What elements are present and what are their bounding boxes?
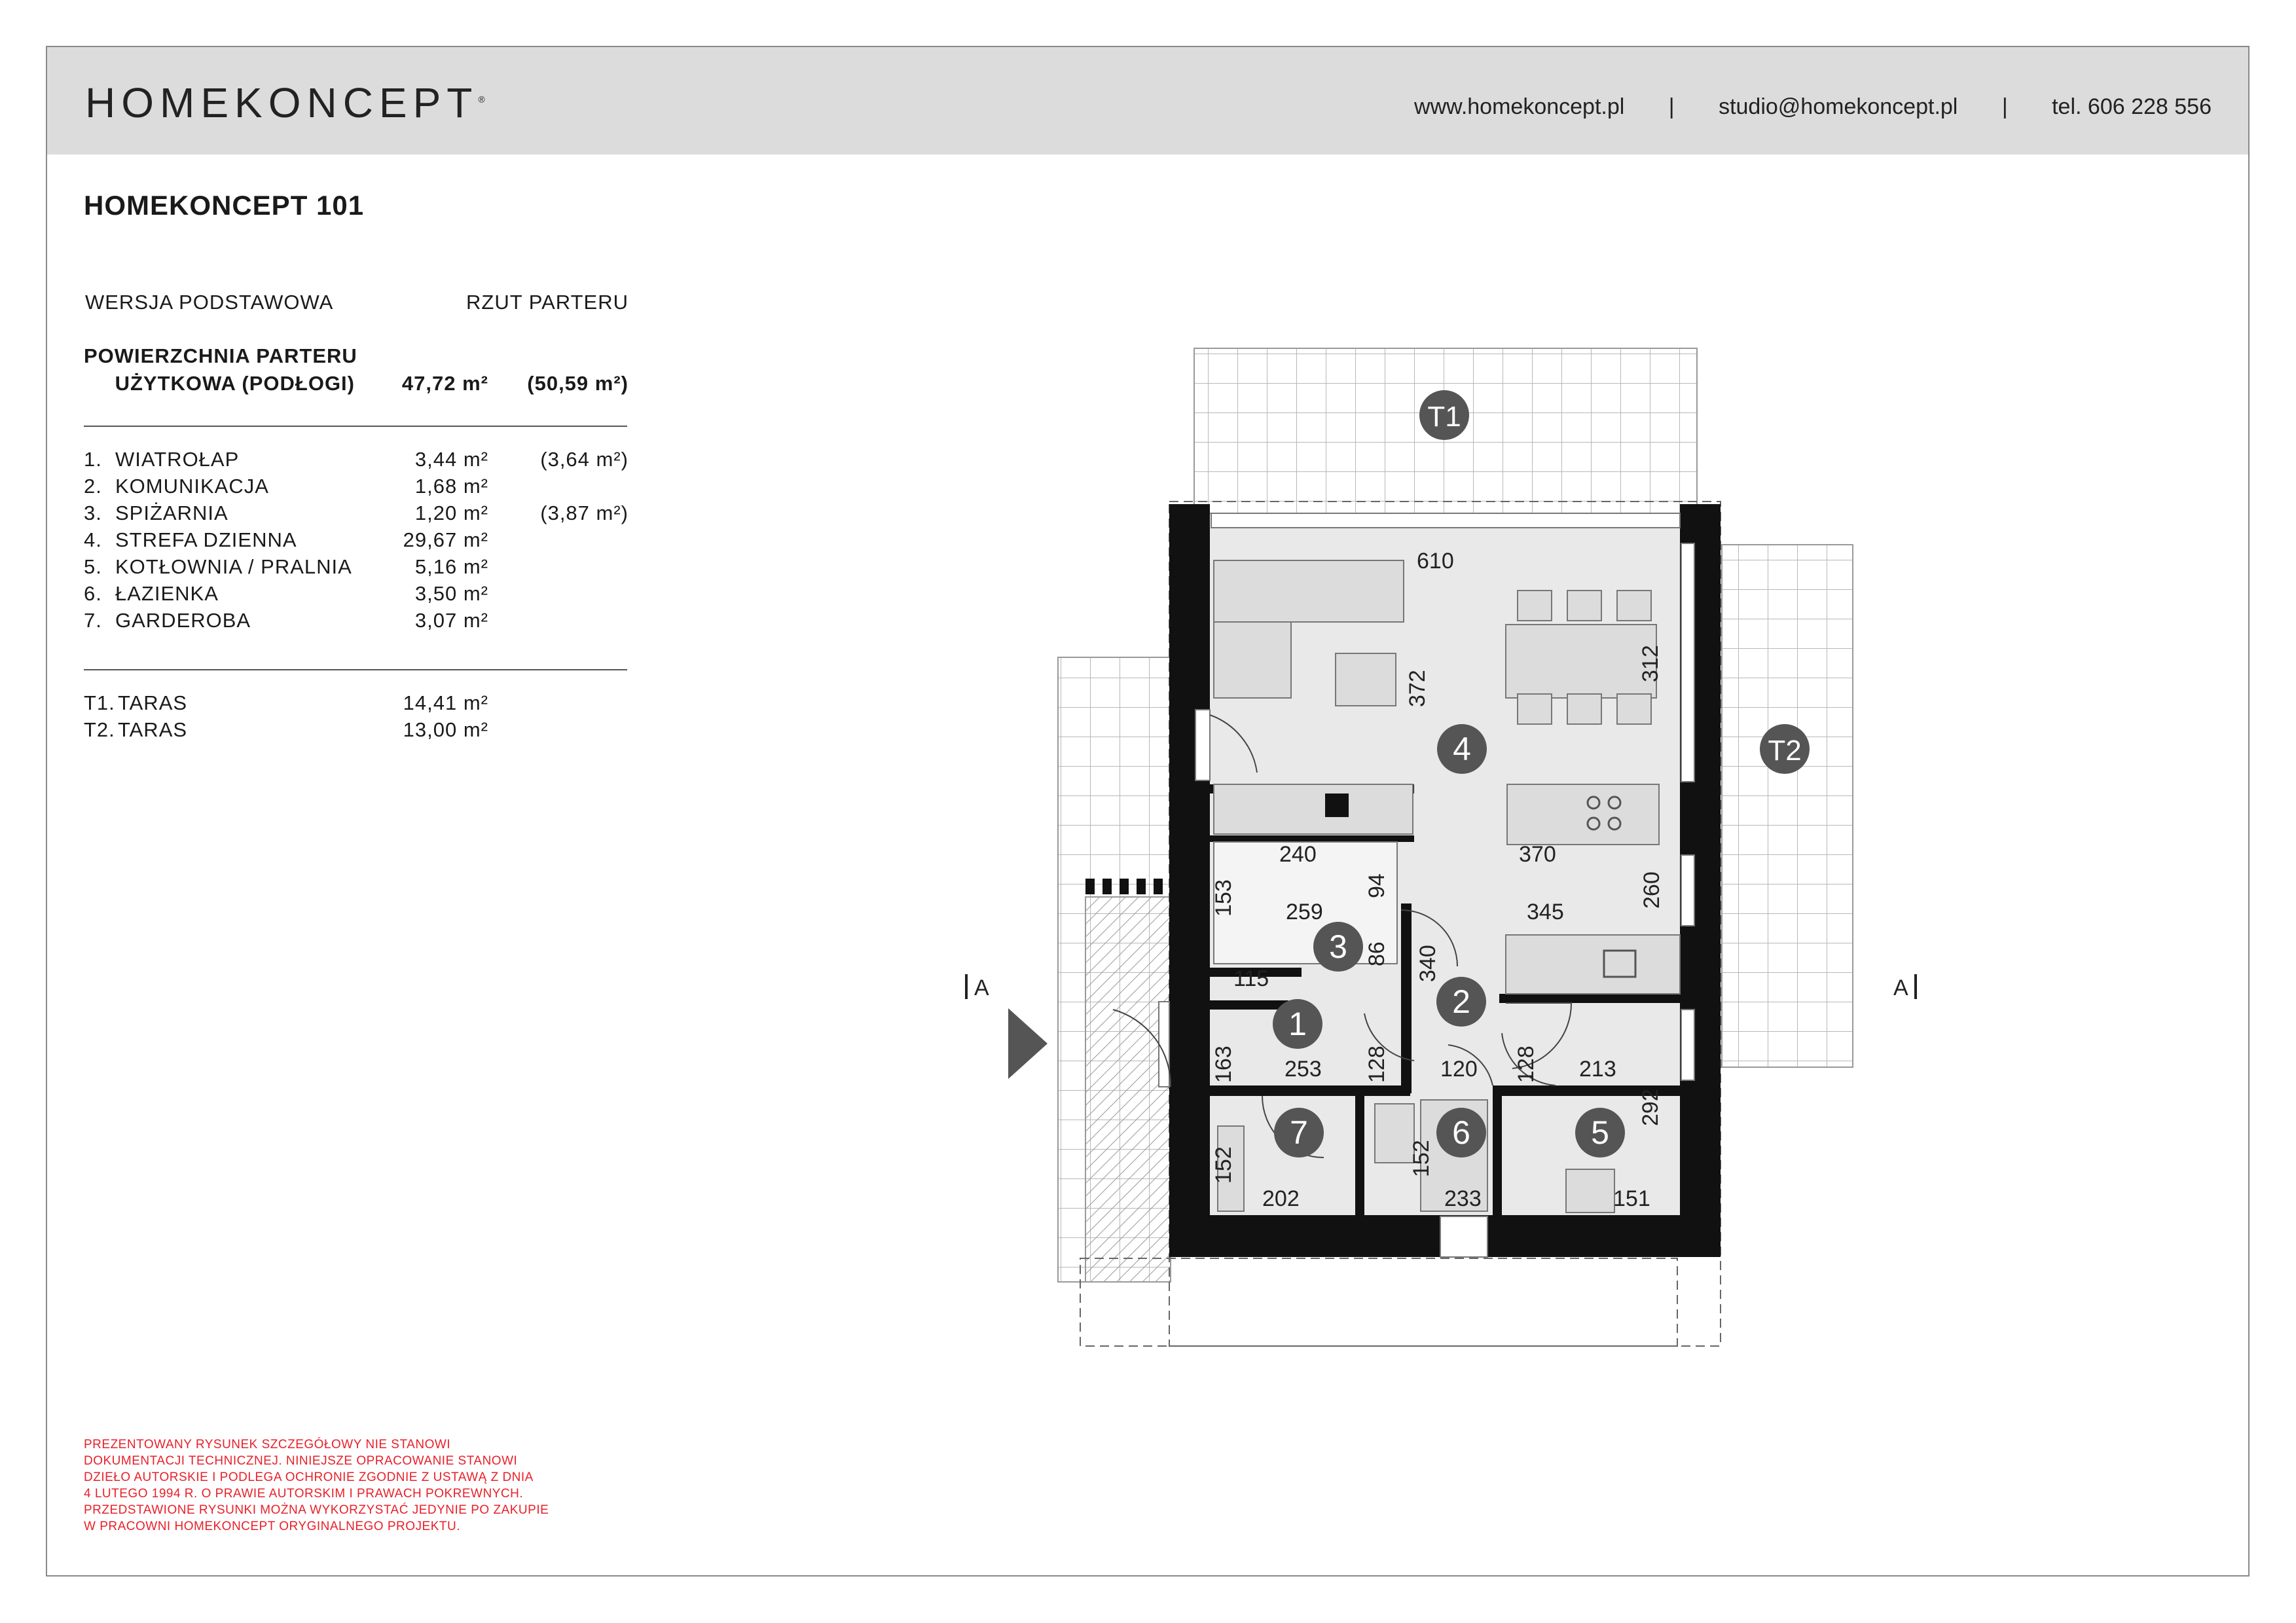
- terrace-name: TARAS: [118, 691, 188, 714]
- website-link[interactable]: www.homekoncept.pl: [1414, 94, 1625, 119]
- dim-370: 370: [1519, 842, 1556, 867]
- room-marker-label: 3: [1329, 928, 1347, 965]
- dim-259: 259: [1286, 900, 1323, 924]
- dim-153: 153: [1211, 879, 1236, 917]
- chimney: [1325, 793, 1349, 817]
- washing-machine: [1566, 1169, 1614, 1213]
- dim-163: 163: [1211, 1046, 1236, 1083]
- room-number: 7.: [84, 609, 102, 632]
- room-number: 2.: [84, 475, 102, 498]
- room-number: 4.: [84, 528, 102, 551]
- disclaimer: PREZENTOWANY RYSUNEK SZCZEGÓŁOWY NIE STANOWI DOKUMENTACJI TECHNICZNEJ. NINIEJSZE OPRACOWANIE STANOWI DZIEŁO AUTORSKIE I PODLEGA OCHRONIE ZGODNIE Z USTAWĄ Z DNIA 4 LUTEGO 1994 R. O PRAWIE AUTORSKIM I PRAWACH POKREWNYCH. PRZEDSTAWIONE RYSUNKI MOŻNA WYKORZYSTAĆ JEDYNIE PO ZAKUPIE W PRACOWNI HOMEKONCEPT ORYGINALNEGO PROJEKTU.: [84, 1438, 549, 1533]
- dim-213: 213: [1579, 1057, 1616, 1082]
- terrace-name: TARAS: [118, 718, 188, 741]
- kitchen-counter-right: [1506, 935, 1680, 994]
- room-area: 3,44 m²: [414, 448, 488, 471]
- dim-115: 115: [1233, 966, 1269, 991]
- room-area: 3,07 m²: [414, 609, 488, 632]
- dim-202: 202: [1262, 1186, 1300, 1211]
- entrance-ramp: [1085, 897, 1171, 1282]
- sofa-back: [1214, 560, 1404, 622]
- dim-128a: 128: [1364, 1046, 1389, 1083]
- dim-292: 292: [1638, 1089, 1663, 1126]
- room-area: 3,50 m²: [414, 582, 488, 605]
- dim-120: 120: [1440, 1057, 1478, 1082]
- area-label-line1: POWIERZCHNIA PARTERU: [84, 344, 357, 367]
- project-title: HOMEKONCEPT 101: [84, 190, 365, 221]
- kitchen-island: [1507, 784, 1659, 845]
- room-marker-label: 5: [1591, 1114, 1609, 1151]
- room-name: WIATROŁAP: [115, 448, 240, 471]
- dim-240: 240: [1279, 842, 1317, 867]
- room-name: GARDEROBA: [115, 609, 251, 632]
- room-name: STREFA DZIENNA: [115, 528, 297, 551]
- dim-152b: 152: [1409, 1140, 1434, 1177]
- dim-152a: 152: [1211, 1146, 1236, 1184]
- room-number: 3.: [84, 501, 102, 524]
- email-link[interactable]: studio@homekoncept.pl: [1719, 94, 1958, 119]
- dining-table: [1506, 625, 1656, 698]
- room-marker-label: T1: [1427, 401, 1461, 433]
- terrace-area: 13,00 m²: [403, 718, 488, 741]
- logo: HOMEKONCEPT®: [85, 79, 485, 126]
- room-area-extra: (3,87 m²): [540, 501, 629, 524]
- room-number: 5.: [84, 555, 102, 578]
- room-name: SPIŻARNIA: [115, 501, 228, 524]
- separator: |: [2001, 94, 2008, 119]
- room-marker-label: 6: [1452, 1114, 1470, 1151]
- area-label-line2: UŻYTKOWA (PODŁOGI): [115, 372, 355, 395]
- area-value: 47,72 m²: [401, 372, 488, 395]
- dim-260: 260: [1639, 871, 1664, 909]
- dim-345: 345: [1527, 900, 1564, 924]
- phone-number[interactable]: tel. 606 228 556: [2052, 94, 2212, 119]
- room-name: KOMUNIKACJA: [115, 475, 269, 498]
- dim-372: 372: [1405, 670, 1430, 707]
- entrance-arrow-icon: [1008, 1008, 1048, 1079]
- room-area: 5,16 m²: [414, 555, 488, 578]
- area-floor-value: (50,59 m²): [527, 372, 629, 395]
- room-marker-label: 4: [1453, 731, 1471, 767]
- room-name: ŁAZIENKA: [115, 582, 219, 605]
- terrace-t2: [1722, 545, 1853, 1067]
- dim-151: 151: [1613, 1186, 1650, 1211]
- dim-128b: 128: [1514, 1046, 1539, 1083]
- room-marker-label: T2: [1768, 735, 1802, 767]
- dim-610: 610: [1417, 549, 1454, 574]
- plan-label: RZUT PARTERU: [466, 291, 629, 314]
- sofa-chaise: [1214, 622, 1291, 698]
- version-label: WERSJA PODSTAWOWA: [85, 291, 334, 314]
- terrace-number: T1.: [84, 691, 115, 714]
- terrace-area: 14,41 m²: [403, 691, 488, 714]
- dim-312: 312: [1638, 645, 1663, 682]
- separator: |: [1668, 94, 1675, 119]
- room-number: 6.: [84, 582, 102, 605]
- room-area: 1,68 m²: [414, 475, 488, 498]
- section-mark-a-right: A: [1893, 976, 1908, 1000]
- section-mark-a-left: A: [974, 976, 989, 1000]
- dim-94: 94: [1364, 873, 1389, 898]
- toilet: [1375, 1104, 1414, 1163]
- room-marker-label: 7: [1290, 1114, 1308, 1151]
- room-area: 29,67 m²: [403, 528, 488, 551]
- room-marker-label: 2: [1452, 983, 1470, 1020]
- room-area: 1,20 m²: [414, 501, 488, 524]
- terrace-number: T2.: [84, 718, 115, 741]
- room-name: KOTŁOWNIA / PRALNIA: [115, 555, 352, 578]
- coffee-table: [1336, 653, 1396, 706]
- dim-86: 86: [1364, 941, 1389, 966]
- room-area-extra: (3,64 m²): [540, 448, 629, 471]
- dim-340: 340: [1415, 945, 1440, 982]
- dim-253: 253: [1285, 1057, 1322, 1082]
- kitchen-counter-left: [1214, 784, 1413, 834]
- dim-233: 233: [1444, 1186, 1482, 1211]
- room-number: 1.: [84, 448, 102, 471]
- room-marker-label: 1: [1288, 1006, 1307, 1042]
